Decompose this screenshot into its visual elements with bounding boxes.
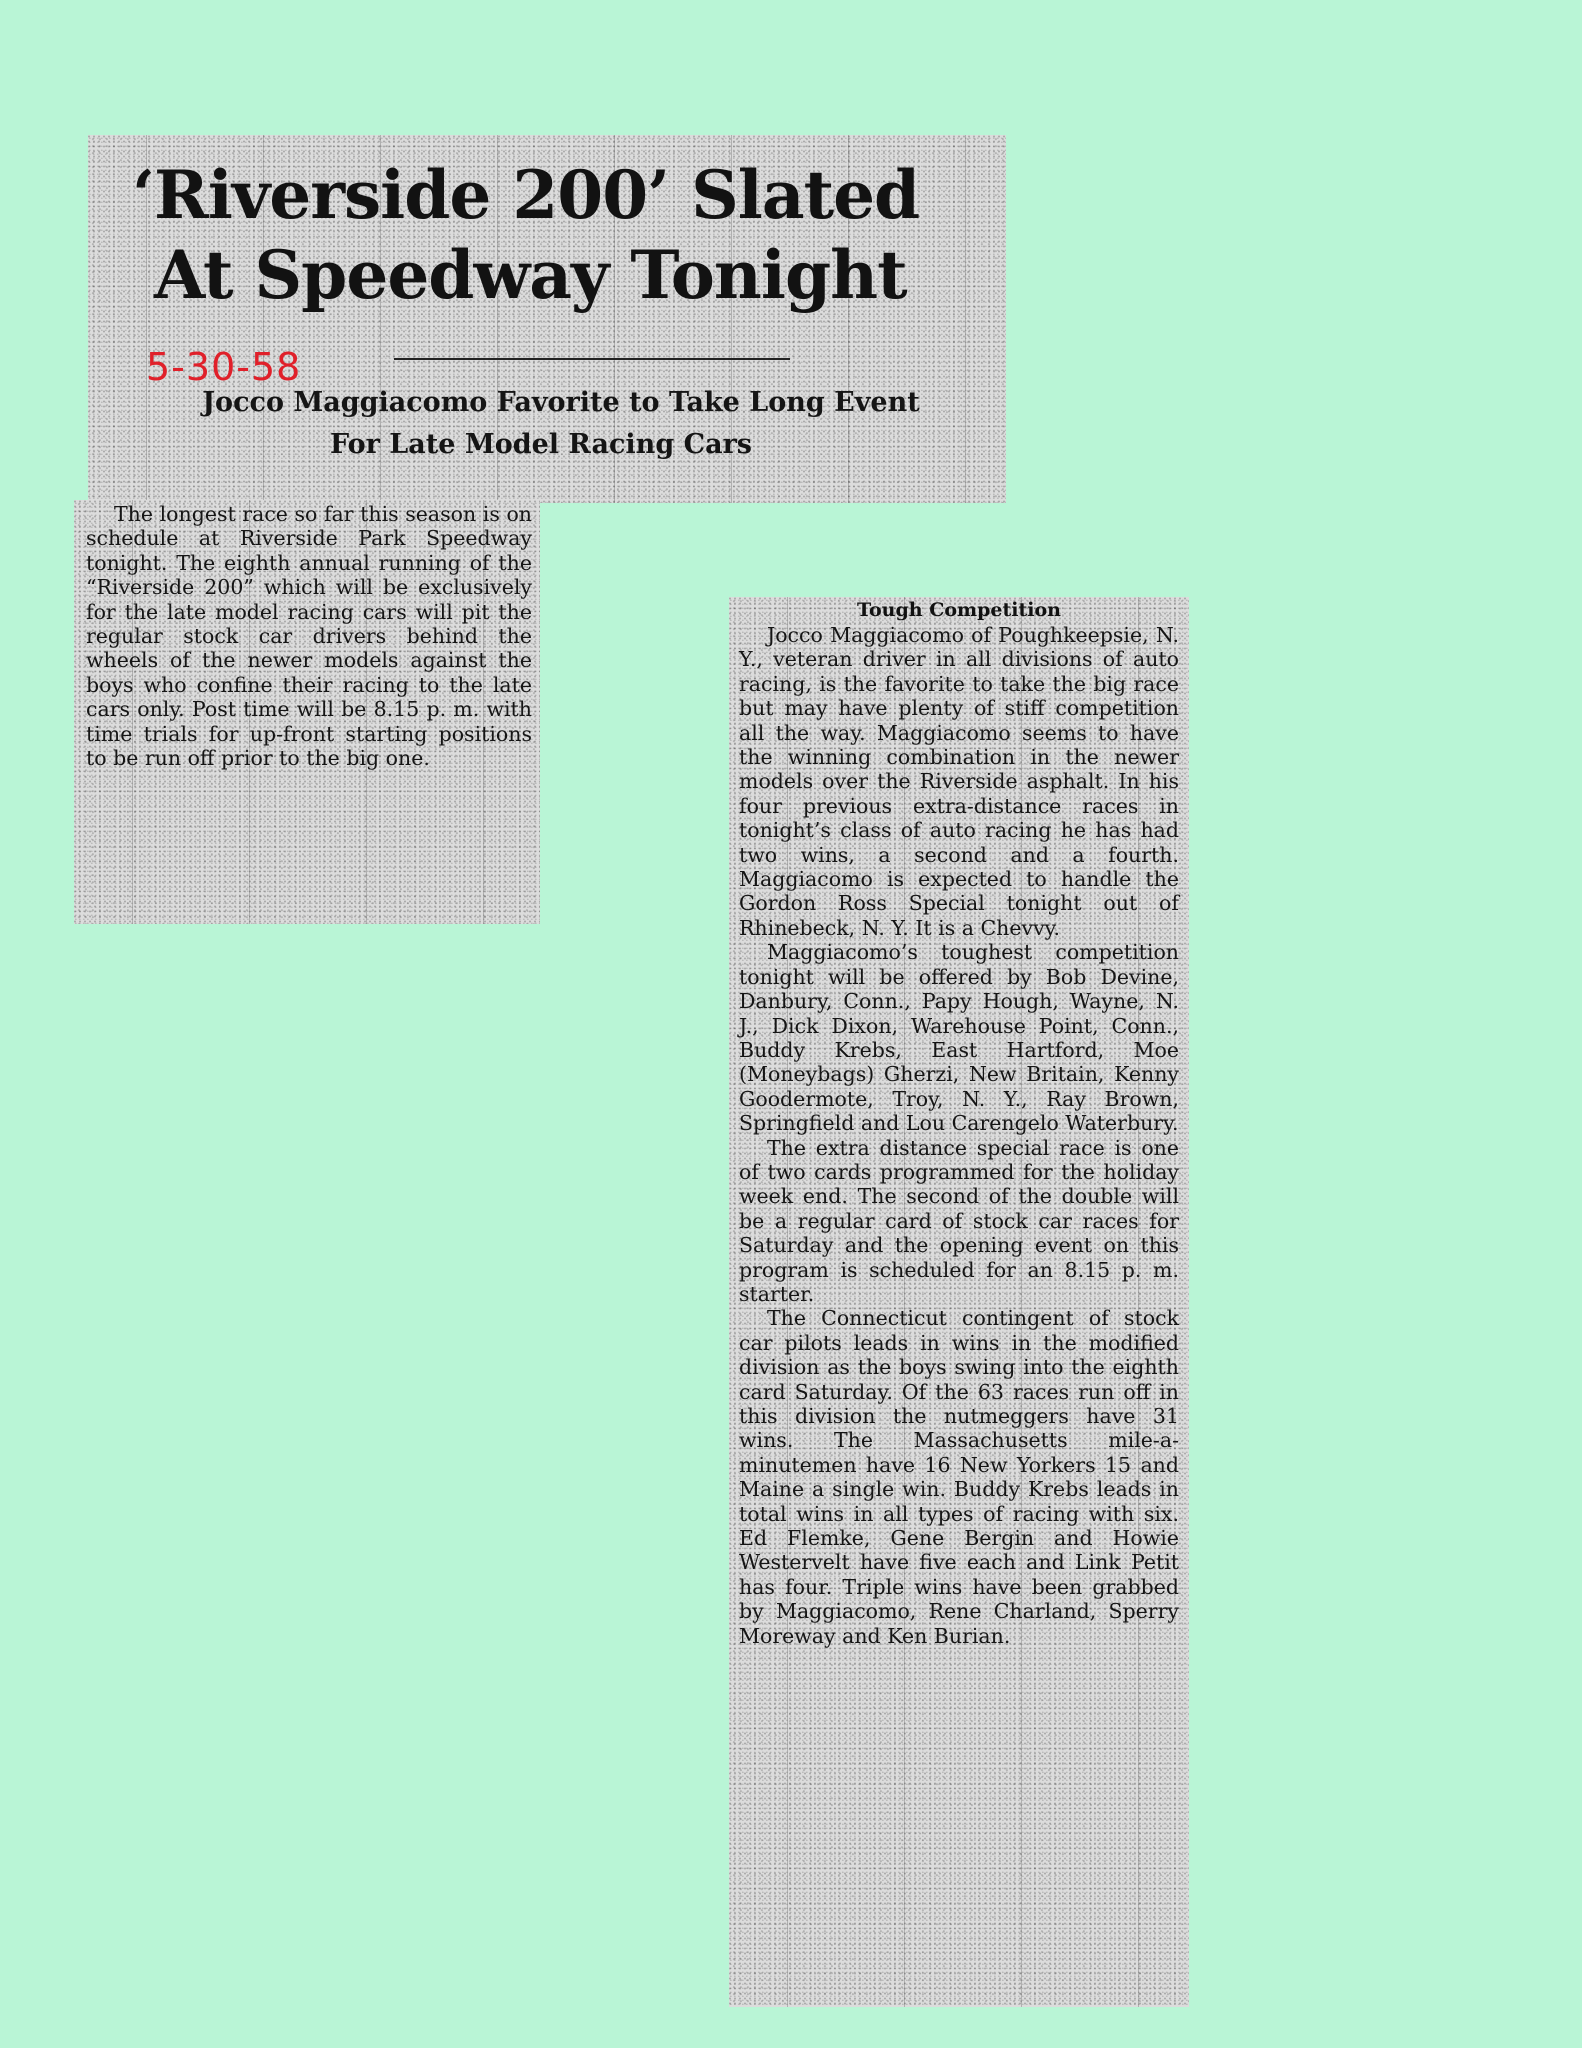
column-2-text xyxy=(739,623,1179,1648)
column-2-paragraph-3: The extra distance special race is one of two cards programmed for the holiday week end. The second of the double will be a regular card of stock car races for Saturday and the opening event on this program is scheduled for an 8.15 p. m. starter. xyxy=(739,1135,1179,1306)
column-1-paragraph: The longest race so far this season is on schedule at Riverside Park Speedway tonight. The eighth annual running of the “Riverside 200” which will be exclusively for the late model racing cars will pit the regular stock car drivers behind the wheels of the newer models against the boys who confine their racing to the late cars only. Post time will be 8.15 p. m. with time trials for up-front starting positions to be run off prior to the big one. xyxy=(86,502,532,771)
subhead-tough-competition: Tough Competition xyxy=(857,599,1061,621)
headline-line-2: At Speedway Tonight xyxy=(154,236,907,314)
article-column-2 xyxy=(729,597,1189,2007)
column-2-paragraph-1: Jocco Maggiacomo of Poughkeepsie, N. Y., veteran driver in all divisions of auto racing, is the favorite to take the big race but may have plenty of stiff competition all the way. Maggiacomo seems to have the winning combination in the newer models over the Riverside asphalt. In his four previous extra-distance races in tonight’s class of auto racing he has had two wins, a second and a fourth. Maggiacomo is expected to handle the Gordon Ross Special tonight out of Rhinebeck, N. Y. It is a Chevvy. xyxy=(739,623,1179,940)
headline-line-1: ‘Riverside 200’ Slated xyxy=(132,156,920,234)
deck-line-1: Jocco Maggiacomo Favorite to Take Long Event xyxy=(202,387,920,418)
handwritten-date: 5-30-58 xyxy=(146,345,302,389)
headline-clipping xyxy=(88,135,1006,503)
column-2-paragraph-2: Maggiacomo’s toughest competition tonight will be offered by Bob Devine, Danbury, Conn., Papy Hough, Wayne, N. J., Dick Dixon, Warehouse Point, Conn., Buddy Krebs, East Hartford, Moe (Moneybags) Gherzi, New Britain, Kenny Goodermote, Troy, N. Y., Ray Brown, Springfield and Lou Carengelo Waterbury. xyxy=(739,940,1179,1136)
headline-rule xyxy=(394,358,790,360)
column-2-paragraph-4: The Connecticut contingent of stock car pilots leads in wins in the modified division as the boys swing into the eighth card Saturday. Of the 63 races run off in this division the nutmeggers have 31 wins. The Massachusetts mile-a-minutemen have 16 New Yorkers 15 and Maine a single win. Buddy Krebs leads in total wins in all types of racing with six. Ed Flemke, Gene Bergin and Howie Westervelt have five each and Link Petit has four. Triple wins have been grabbed by Maggiacomo, Rene Charland, Sperry Moreway and Ken Burian. xyxy=(739,1306,1179,1648)
deck-line-2: For Late Model Racing Cars xyxy=(329,429,753,460)
article-column-1 xyxy=(74,500,540,924)
column-1-text xyxy=(86,502,532,770)
